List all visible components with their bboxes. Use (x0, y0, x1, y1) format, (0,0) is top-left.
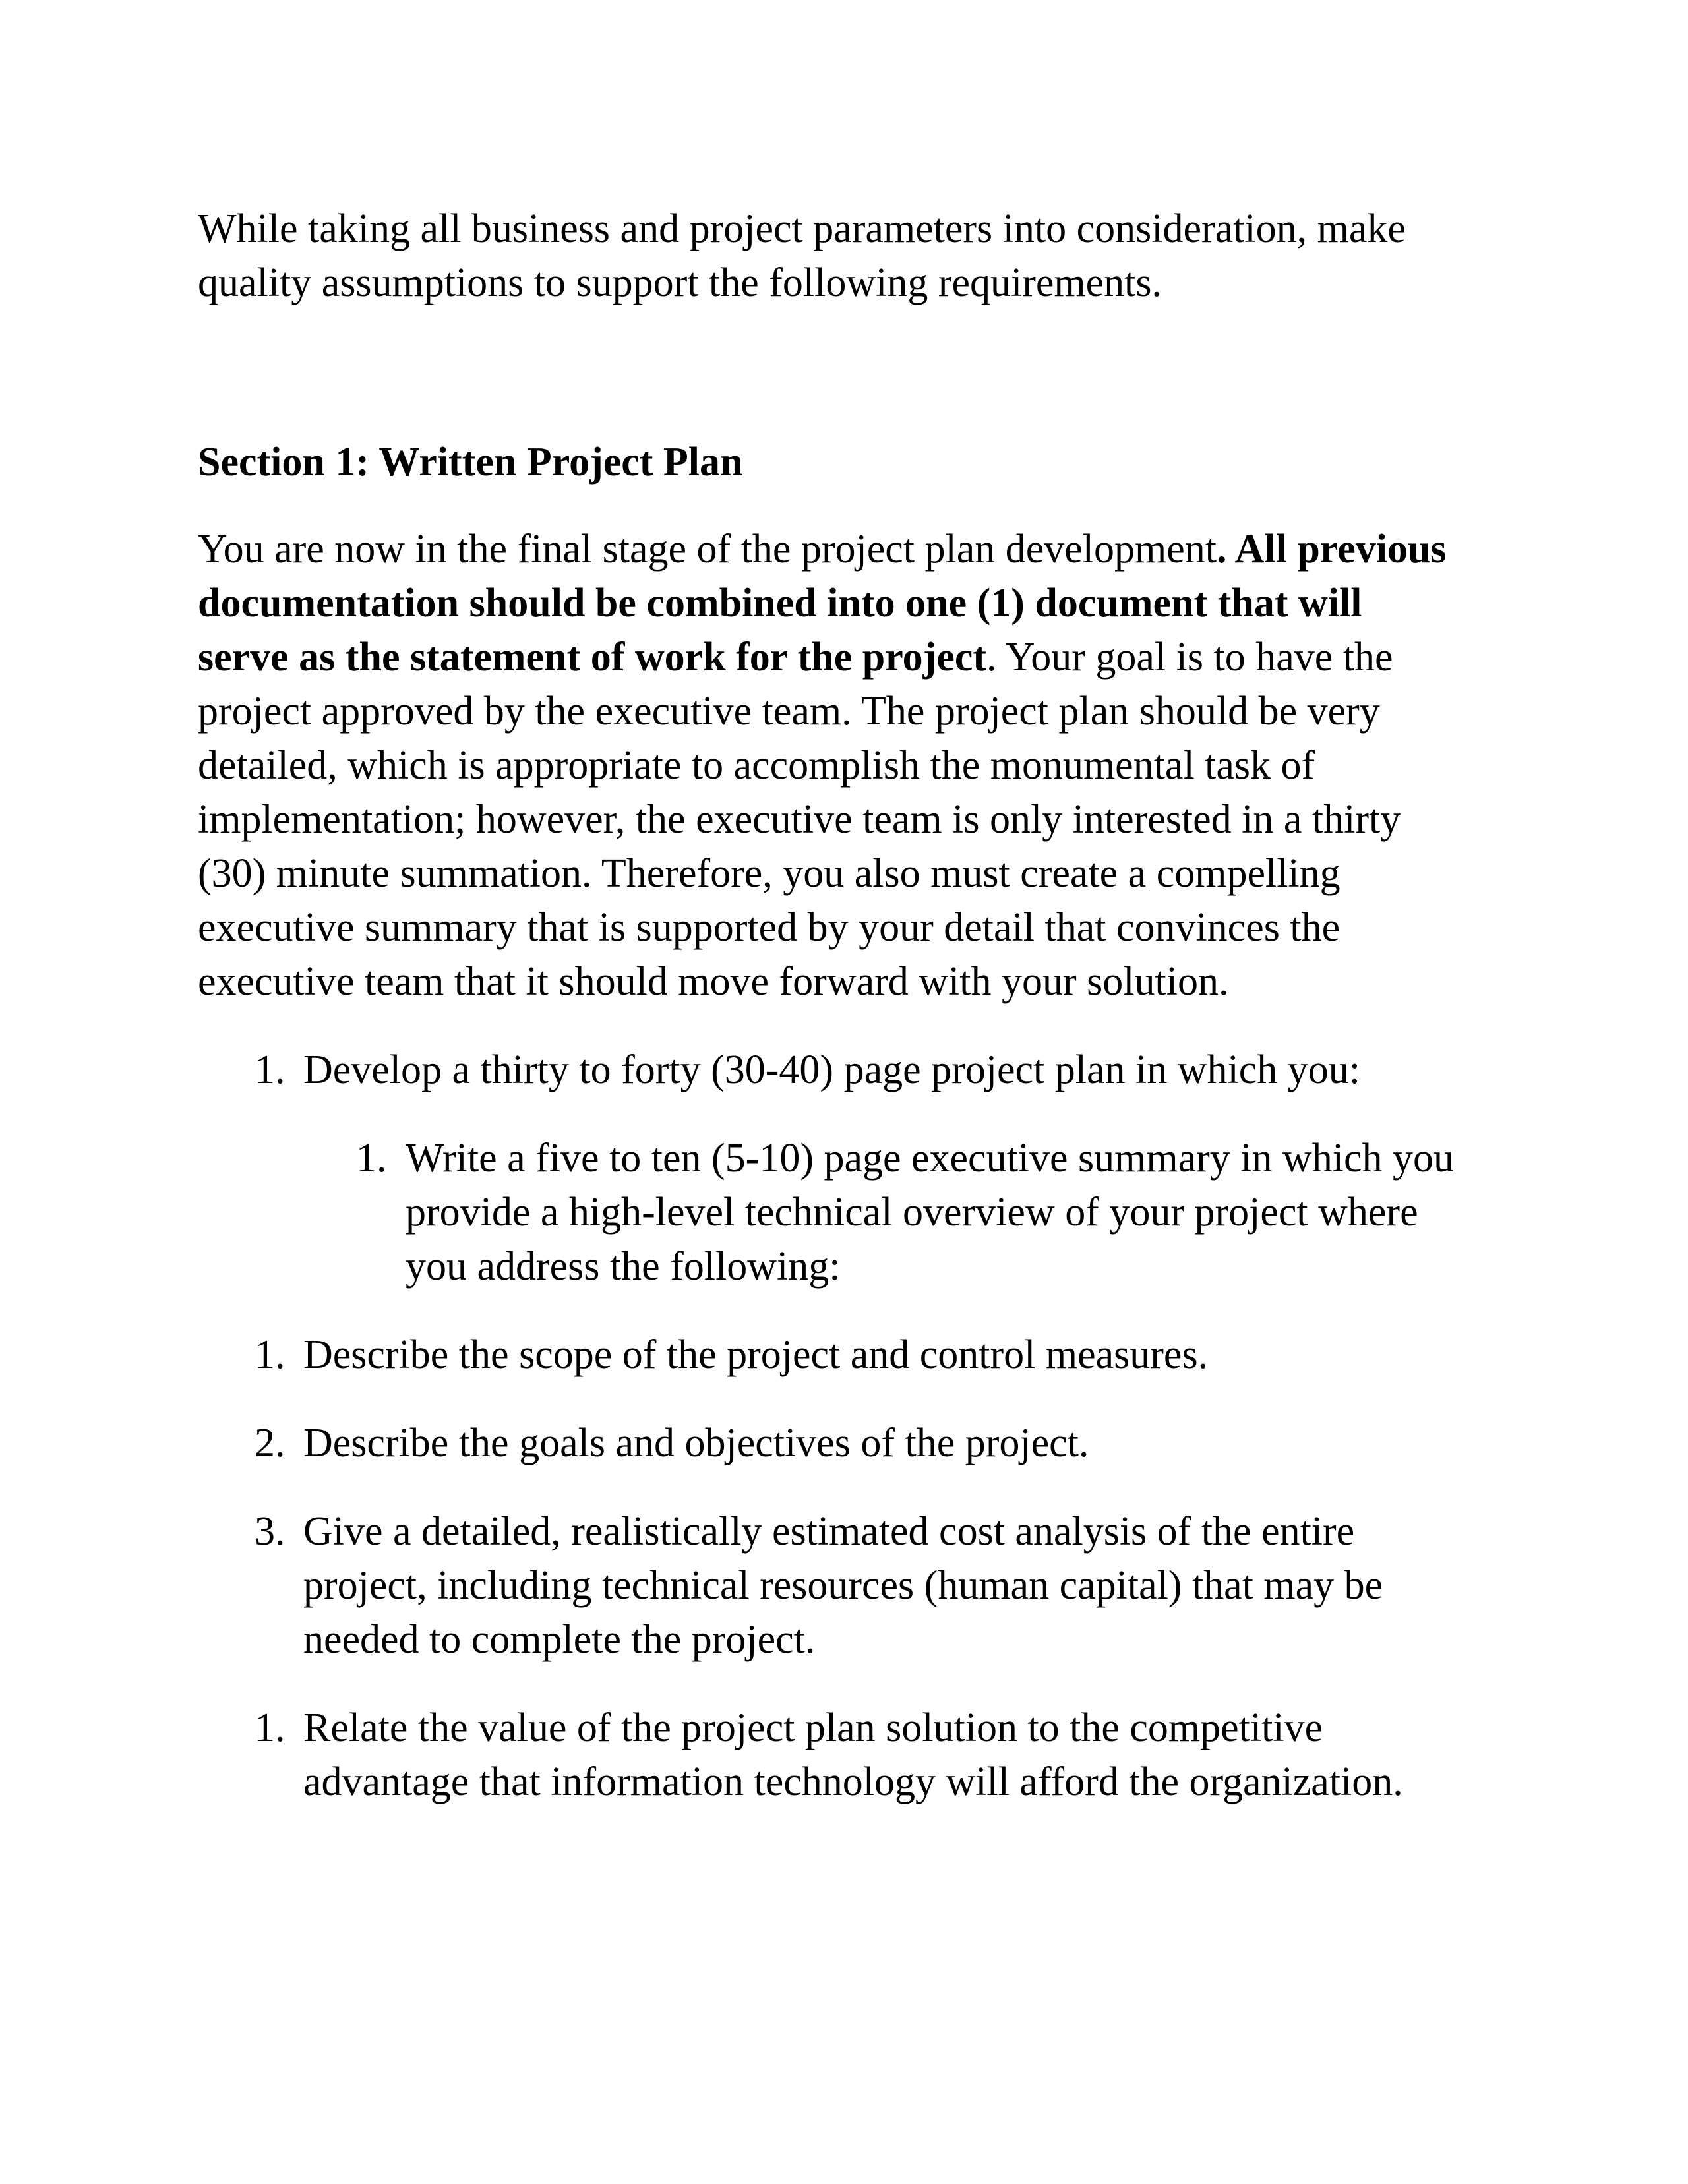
list-item-describe-goals (198, 1416, 1460, 1470)
list-item-describe-scope (198, 1328, 1460, 1382)
list-item-number: 2. (255, 1421, 286, 1465)
list-item-cost-analysis (198, 1504, 1460, 1667)
list-item-develop-project-plan (198, 1043, 1460, 1097)
list-item-text: Describe the goals and objectives of the project. (303, 1421, 1089, 1465)
project-plan-list (198, 1043, 1460, 1809)
list-item-text: Relate the value of the project plan solution to the competitive advantage that information technology will afford the organization. (303, 1705, 1403, 1804)
list-item-write-executive-summary (198, 1131, 1460, 1293)
list-item-text: Develop a thirty to forty (30-40) page project plan in which you: (303, 1048, 1360, 1092)
list-item-number: 1. (255, 1048, 286, 1092)
body-text-after-bold: . Your goal is to have the project approved by the executive team. The project plan should be very detailed, which is appropriate to accomplish the monumental task of implementation; however, the executive team is only interested in a thirty (30) minute summation. Therefore, you also must create a compelling executive summary that is supported by your detail that convinces the executive team that it should move forward with your solution. (198, 635, 1401, 1004)
body-paragraph (198, 522, 1460, 1009)
list-item-number: 1. (255, 1332, 286, 1377)
list-item-text: Give a detailed, realistically estimated cost analysis of the entire project, including technical resources (human capital) that may be needed to complete the project. (303, 1509, 1383, 1662)
list-item-number: 3. (255, 1509, 286, 1554)
list-item-number: 1. (356, 1136, 387, 1181)
intro-paragraph: While taking all business and project parameters into consideration, make quality assumptions to support the following requirements. (198, 206, 1406, 305)
body-text-bold: . All previous documentation should be combined into one (1) document that will serve as the statement of work for the project (198, 527, 1447, 680)
list-item-text: Write a five to ten (5-10) page executive summary in which you provide a high-level technical overview of your project where you address the following: (406, 1136, 1455, 1289)
list-item-text: Describe the scope of the project and control measures. (303, 1332, 1209, 1377)
body-text-before-bold: You are now in the final stage of the project plan development (198, 527, 1217, 572)
section-heading: Section 1: Written Project Plan (198, 440, 743, 485)
list-item-relate-value (198, 1701, 1460, 1809)
list-item-number: 1. (255, 1705, 286, 1750)
